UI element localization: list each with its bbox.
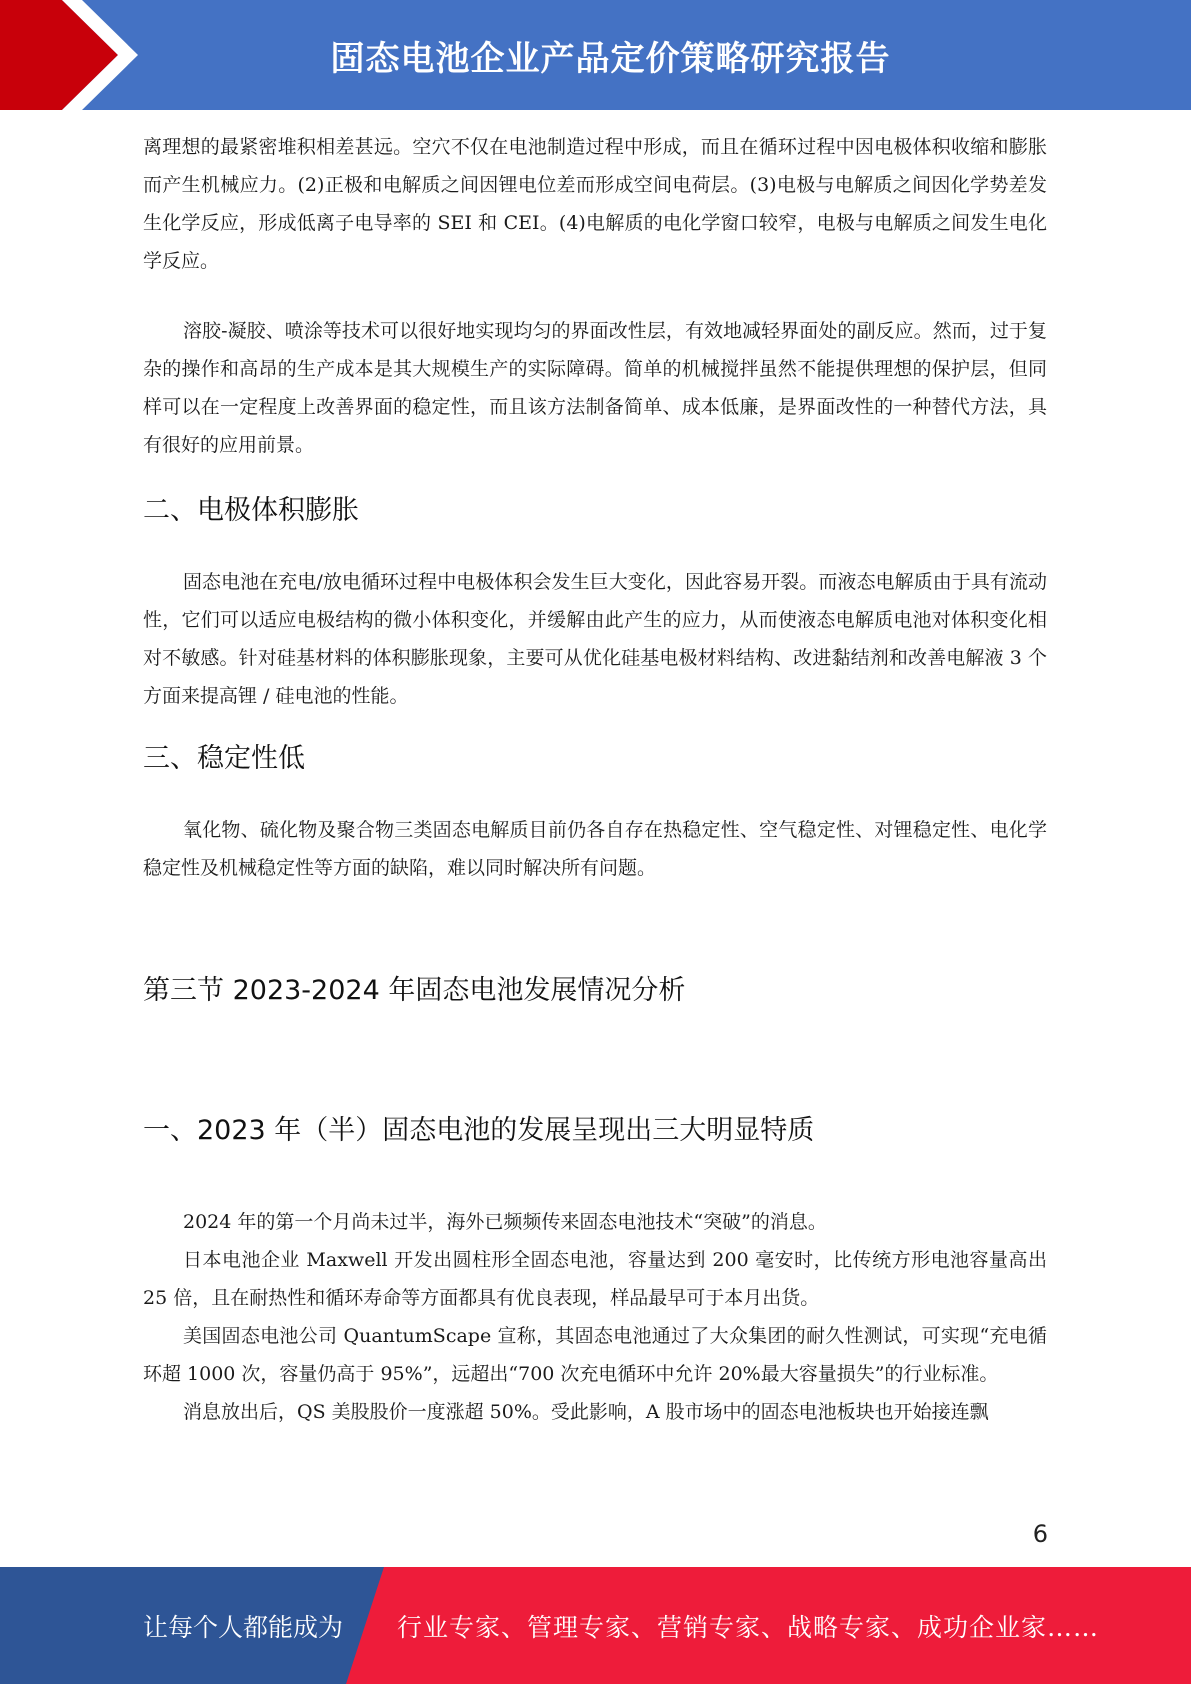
red-chevron-icon	[0, 0, 150, 110]
footer-slogan-left: 让每个人都能成为	[143, 1612, 344, 1642]
heading-low-stability: 三、稳定性低	[143, 743, 305, 774]
paragraph: 消息放出后，QS 美股股价一度涨超 50%。受此影响，A 股市场中的固态电池板块也开始接连飘	[183, 1401, 989, 1423]
heading-three-features: 一、2023 年（半）固态电池的发展呈现出三大明显特质	[143, 1115, 815, 1146]
paragraph: 固态电池在充电/放电循环过程中电极体积会发生巨大变化，因此容易开裂。而液态电解质由于具有流动性，它们可以适应电极结构的微小体积变化，并缓解由此产生的应力，从而使液态电解质电池对体积变化相对不敏感。针对硅基材料的体积膨胀现象，主要可从优化硅基电极材料结构、改进黏结剂和改善电解液 3 个方面来提高锂 / 硅电池的性能。	[143, 571, 1047, 707]
page-number: 6	[1032, 1520, 1048, 1548]
heading-electrode-volume-expansion: 二、电极体积膨胀	[143, 495, 359, 526]
paragraph: 美国固态电池公司 QuantumScape 宣称，其固态电池通过了大众集团的耐久性测试，可实现“充电循环超 1000 次，容量仍高于 95%”，远超出“700 次充电循环中允许 20%最大容量损失”的行业标准。	[143, 1325, 1047, 1385]
footer-slogan-right: 行业专家、管理专家、营销专家、战略专家、成功企业家……	[397, 1612, 1100, 1642]
paragraph: 离理想的最紧密堆积相差甚远。空穴不仅在电池制造过程中形成，而且在循环过程中因电极体积收缩和膨胀而产生机械应力。(2)正极和电解质之间因锂电位差而形成空间电荷层。(3)电极与电解质之间因化学势差发生化学反应，形成低离子电导率的 SEI 和 CEI。(4)电解质的电化学窗口较窄，电极与电解质之间发生电化学反应。	[143, 136, 1047, 272]
paragraph: 溶胶-凝胶、喷涂等技术可以很好地实现均匀的界面改性层，有效地减轻界面处的副反应。然而，过于复杂的操作和高昂的生产成本是其大规模生产的实际障碍。简单的机械搅拌虽然不能提供理想的保护层，但同样可以在一定程度上改善界面的稳定性，而且该方法制备简单、成本低廉，是界面改性的一种替代方法，具有很好的应用前景。	[143, 320, 1047, 456]
page-footer	[0, 1567, 1191, 1684]
paragraph: 日本电池企业 Maxwell 开发出圆柱形全固态电池，容量达到 200 毫安时，比传统方形电池容量高出 25 倍，且在耐热性和循环寿命等方面都具有优良表现，样品最早可于本月出货。	[143, 1249, 1047, 1309]
paragraph: 2024 年的第一个月尚未过半，海外已频频传来固态电池技术“突破”的消息。	[183, 1211, 827, 1233]
section-title: 第三节 2023-2024 年固态电池发展情况分析	[143, 975, 686, 1006]
report-title: 固态电池企业产品定价策略研究报告	[330, 38, 891, 79]
paragraph: 氧化物、硫化物及聚合物三类固态电解质目前仍各自存在热稳定性、空气稳定性、对锂稳定性、电化学稳定性及机械稳定性等方面的缺陷，难以同时解决所有问题。	[143, 819, 1047, 879]
page-header	[0, 0, 1191, 110]
page-body	[143, 128, 1047, 1431]
